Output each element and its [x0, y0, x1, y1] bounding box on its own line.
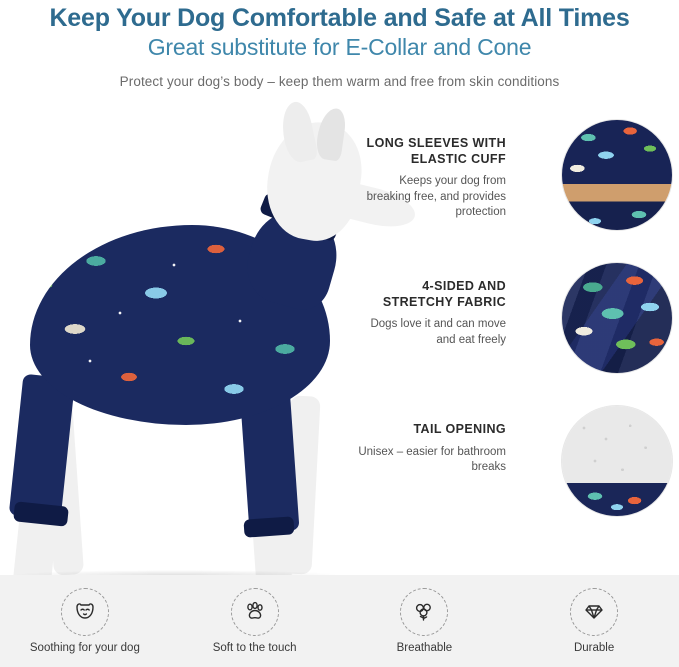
- sleeve-closeup-photo: [562, 120, 672, 230]
- benefit-item-breathable: [340, 575, 510, 667]
- benefit-label: Soft to the touch: [212, 642, 297, 654]
- feature-text: [356, 279, 506, 348]
- stretchy-fabric-closeup-photo: [562, 263, 672, 373]
- tail-opening-image: [562, 406, 672, 516]
- benefit-label: Breathable: [396, 642, 453, 654]
- feature-title: TAIL OPENING: [413, 422, 506, 436]
- diamond-shield-icon: [570, 588, 618, 636]
- benefits-strip: [0, 575, 679, 667]
- feature-item: [356, 120, 676, 263]
- tree-leaves-icon: [400, 588, 448, 636]
- feature-list: [356, 120, 676, 549]
- hero-section: [0, 100, 679, 575]
- paw-print-icon: [231, 588, 279, 636]
- feature-text: [356, 422, 506, 476]
- page-tagline: Protect your dog’s body – keep them warm and free from skin conditions: [119, 73, 560, 89]
- feature-description: Unisex – easier for bathroom breaks: [358, 445, 506, 474]
- tail-opening-closeup-photo: [562, 406, 672, 516]
- feature-description: Dogs love it and can move and eat freely: [370, 318, 506, 346]
- sleeping-dog-face-icon: [61, 588, 109, 636]
- header: [0, 0, 679, 89]
- feature-title: LONG SLEEVES WITH ELASTIC CUFF: [366, 136, 506, 166]
- elastic-cuff-back: [243, 516, 294, 537]
- benefit-label: Durable: [573, 642, 615, 654]
- benefit-item-soft: [170, 575, 340, 667]
- feature-text: [356, 136, 506, 221]
- product-photo-dog-in-pajama: [0, 100, 350, 575]
- stretchy-fabric-image: [562, 263, 672, 373]
- benefit-item-soothing: [0, 575, 170, 667]
- page-title: Keep Your Dog Comfortable and Safe at All Times: [49, 4, 630, 32]
- page-subtitle: Great substitute for E-Collar and Cone: [147, 34, 532, 60]
- feature-item: [356, 263, 676, 406]
- feature-description: Keeps your dog from breaking free, and provides protection: [366, 175, 506, 219]
- benefit-label: Soothing for your dog: [29, 642, 140, 654]
- benefit-item-durable: [509, 575, 679, 667]
- feature-title: 4-SIDED AND STRETCHY FABRIC: [382, 279, 506, 309]
- sleeve-closeup-image: [562, 120, 672, 230]
- feature-item: [356, 406, 676, 549]
